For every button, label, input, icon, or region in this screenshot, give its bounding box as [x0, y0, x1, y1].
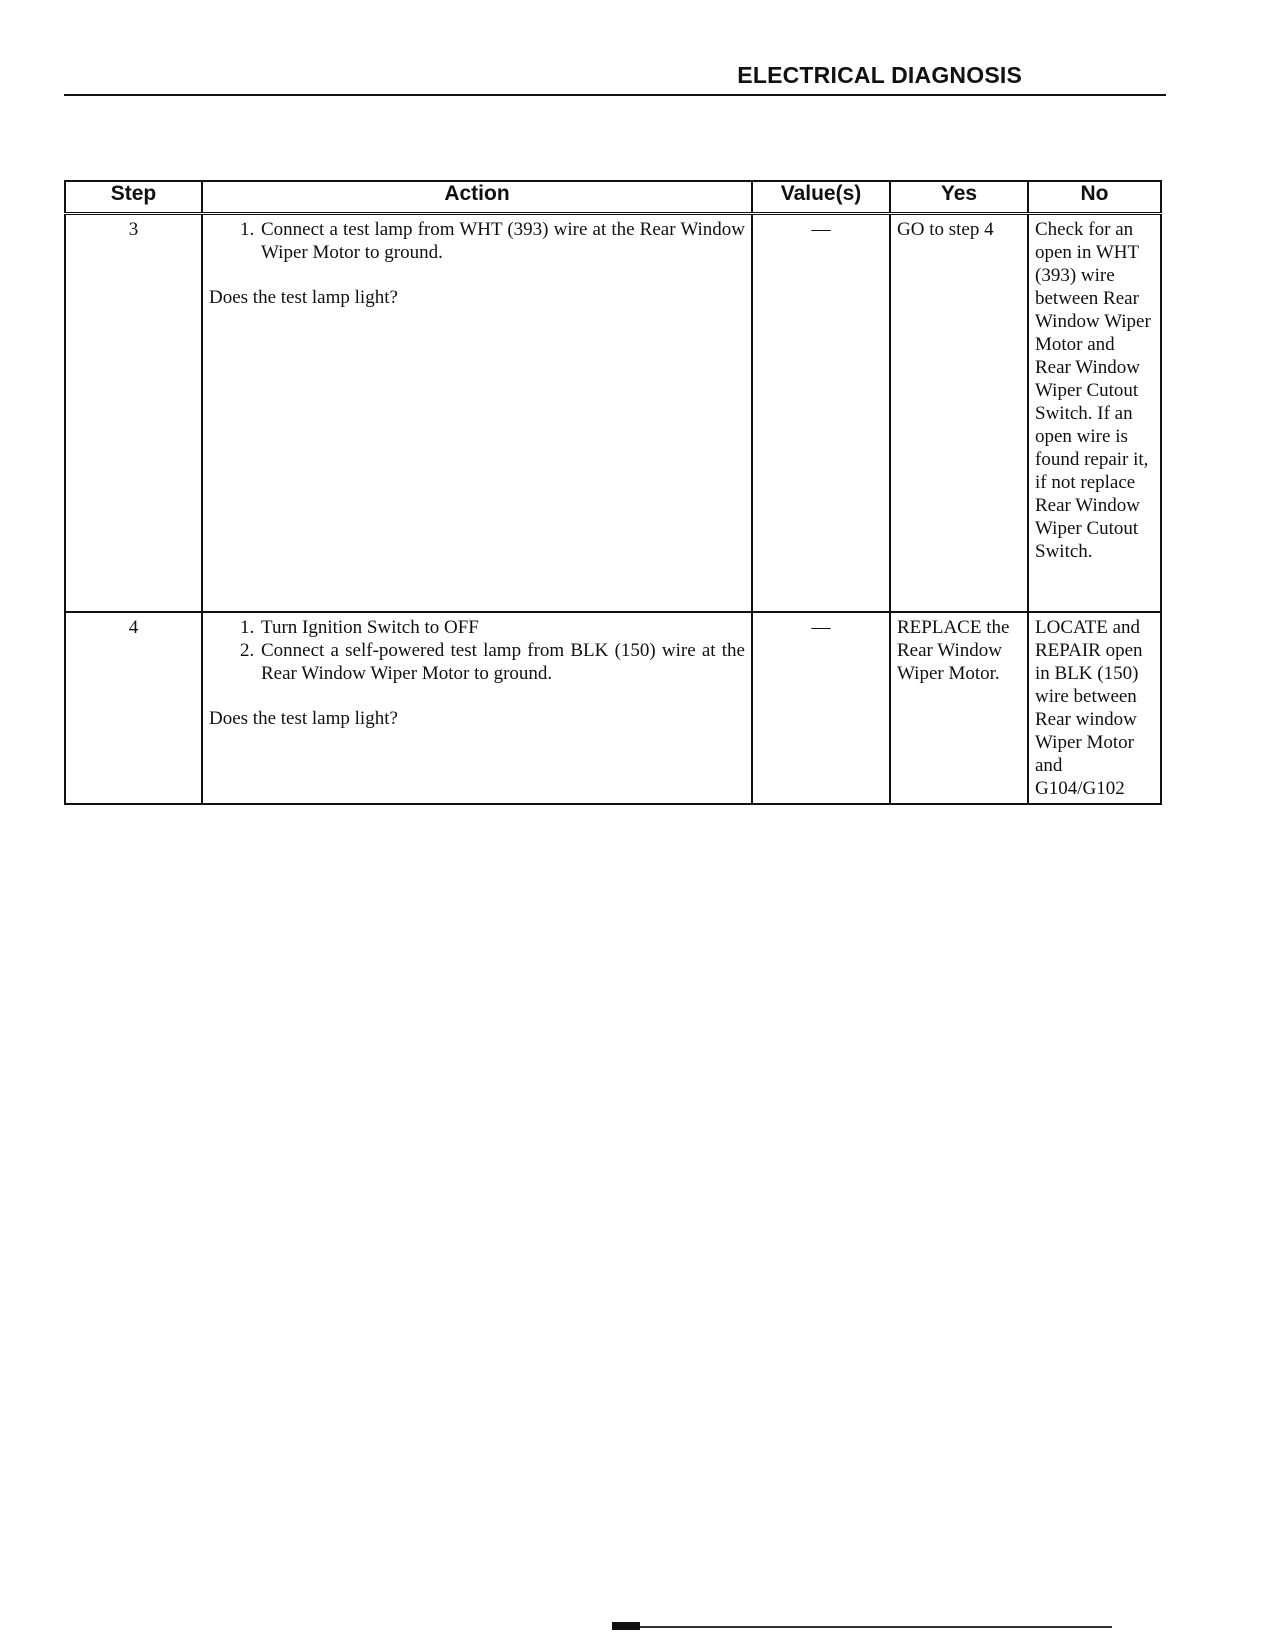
step-number: 4	[65, 612, 202, 804]
diagnostic-table	[64, 180, 1162, 805]
yes-cell: REPLACE the Rear Window Wiper Motor.	[890, 612, 1028, 804]
table-header-row	[65, 181, 1161, 214]
action-item: 2. Connect a self-powered test lamp from BLK (150) wire at the Rear Window Wiper Motor to ground.	[259, 639, 745, 685]
page-header	[64, 58, 1166, 96]
column-header-action: Action	[202, 181, 752, 214]
column-header-yes: Yes	[890, 181, 1028, 214]
column-header-values: Value(s)	[752, 181, 890, 214]
action-list	[209, 218, 745, 264]
action-question: Does the test lamp light?	[209, 287, 398, 308]
no-cell: Check for an open in WHT (393) wire between Rear Window Wiper Motor and Rear Window Wiper Cutout Switch. If an open wire is found repair it, if not replace Rear Window Wiper Cutout Switch.	[1028, 214, 1161, 613]
action-question: Does the test lamp light?	[209, 708, 398, 729]
yes-cell: GO to step 4	[890, 214, 1028, 613]
action-cell	[202, 214, 752, 613]
column-header-step: Step	[65, 181, 202, 214]
action-item: 1. Turn Ignition Switch to OFF	[259, 616, 745, 639]
step-number: 3	[65, 214, 202, 613]
value-cell: —	[752, 612, 890, 804]
value-cell: —	[752, 214, 890, 613]
column-header-no: No	[1028, 181, 1161, 214]
footer-rule	[612, 1626, 1112, 1628]
table-row	[65, 612, 1161, 804]
no-cell: LOCATE and REPAIR open in BLK (150) wire between Rear window Wiper Motor and G104/G102	[1028, 612, 1161, 804]
action-list	[209, 616, 745, 685]
action-item: 1. Connect a test lamp from WHT (393) wire at the Rear Window Wiper Motor to ground.	[259, 218, 745, 264]
action-cell	[202, 612, 752, 804]
footer-mark	[612, 1622, 640, 1630]
page-title: ELECTRICAL DIAGNOSIS	[737, 62, 1022, 88]
table-row	[65, 214, 1161, 613]
